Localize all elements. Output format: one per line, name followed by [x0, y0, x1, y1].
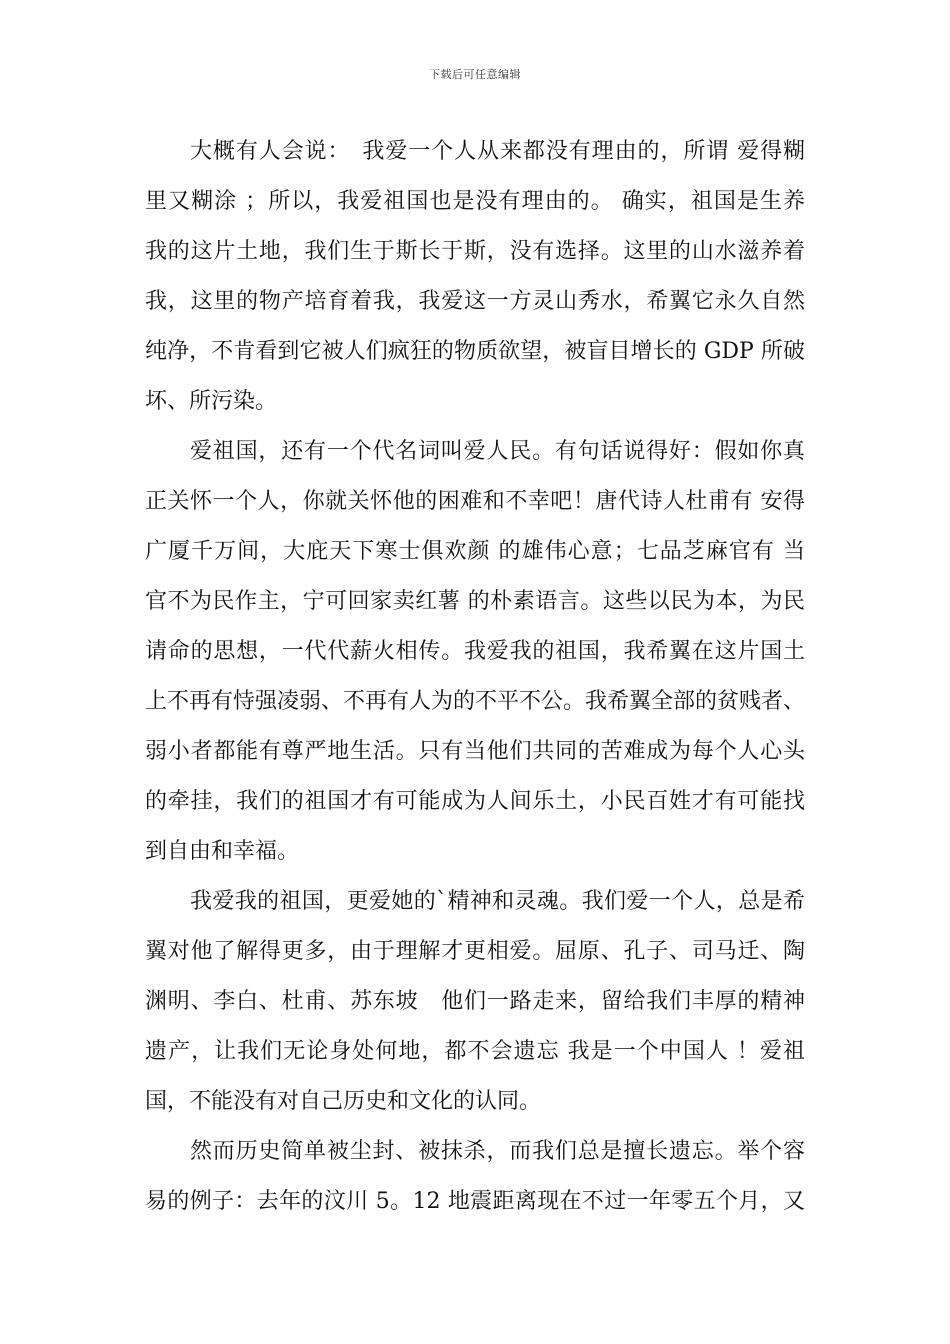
text-line: 上不再有恃强凌弱、不再有人为的不平不公。我希翼全部的贫贱者、: [145, 689, 806, 714]
text-line: 我的这片土地，我们生于斯长于斯，没有选择。这里的山水滋养着: [145, 239, 805, 264]
paragraph-1: [145, 127, 805, 427]
body-text: [145, 127, 805, 1227]
text-line: 纯净，不肯看到它被人们疯狂的物质欲望，被盲目增长的 GDP 所破: [145, 339, 805, 364]
text-line: 翼对他了解得更多，由于理解才更相爱。屈原、孔子、司马迁、陶: [145, 939, 805, 964]
text-line: 我爱我的祖国，更爱她的`精神和灵魂。我们爱一个人，总是希: [190, 889, 805, 914]
paragraph-3: [145, 877, 805, 1127]
paragraph-4: [145, 1127, 805, 1227]
text-line: 然而历史简单被尘封、被抹杀，而我们总是擅长遗忘。举个容: [190, 1139, 805, 1164]
text-line: 请命的思想，一代代薪火相传。我爱我的祖国，我希翼在这片国土: [145, 639, 805, 664]
text-line: 坏、所污染。: [145, 389, 278, 414]
text-line: 易的例子：去年的汶川 5。12 地震距离现在不过一年零五个月，又: [145, 1189, 805, 1214]
text-line: 里又糊涂 ；所以，我爱祖国也是没有理由的。 确实，祖国是生养: [145, 189, 805, 214]
text-line: 弱小者都能有尊严地生活。只有当他们共同的苦难成为每个人心头: [145, 739, 805, 764]
text-line: 官不为民作主，宁可回家卖红薯 的朴素语言。这些以民为本，为民: [145, 589, 805, 614]
header-note: 下载后可任意编辑: [429, 68, 521, 81]
text-line: 的牵挂，我们的祖国才有可能成为人间乐土，小民百姓才有可能找: [145, 789, 805, 814]
text-line: 正关怀一个人，你就关怀他的困难和不幸吧！唐代诗人杜甫有 安得: [145, 489, 805, 514]
paragraph-2: [145, 427, 805, 877]
text-line: 国，不能没有对自己历史和文化的认同。: [145, 1089, 542, 1114]
text-line: 到自由和幸福。: [145, 839, 300, 864]
text-line: 渊明、李白、杜甫、苏东坡 他们一路走来，留给我们丰厚的精神: [145, 989, 805, 1014]
text-line: 广厦千万间，大庇天下寒士俱欢颜 的雄伟心意；七品芝麻官有 当: [145, 539, 805, 564]
text-line: 遗产，让我们无论身处何地，都不会遗忘 我是一个中国人 ！爱祖: [145, 1039, 805, 1064]
text-line: 爱祖国，还有一个代名词叫爱人民。有句话说得好：假如你真: [190, 439, 805, 464]
text-line: 大概有人会说： 我爱一个人从来都没有理由的，所谓 爱得糊: [190, 139, 805, 164]
text-line: 我，这里的物产培育着我，我爱这一方灵山秀水，希翼它永久自然: [145, 289, 805, 314]
